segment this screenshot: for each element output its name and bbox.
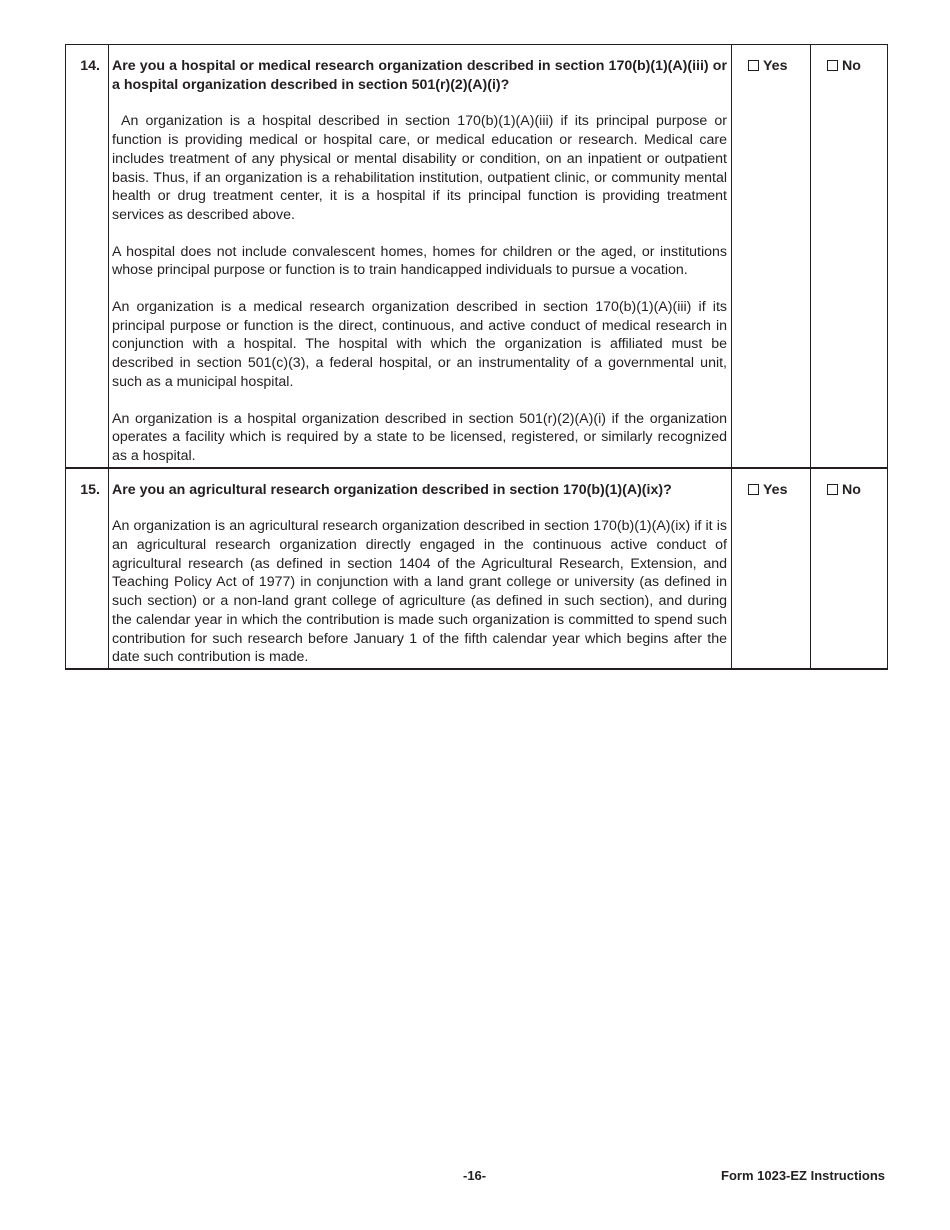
no-label: No <box>842 58 861 74</box>
yes-checkbox[interactable] <box>748 60 759 71</box>
no-option-cell <box>811 45 888 468</box>
yes-option[interactable] <box>732 469 810 500</box>
questions-table <box>65 44 888 670</box>
question-text: Are you a hospital or medical research organization described in section 170(b)(1)(A)(iii) or a hospital organization described in section 501(r)(2)(A)(i)? <box>112 58 727 93</box>
explanation-paragraph: An organization is a hospital organization described in section 501(r)(2)(A)(i) if the organization operates a facility which is required by a state to be licensed, registered, or similarly recognized as a hospital. <box>112 410 727 464</box>
yes-option-cell <box>732 45 811 468</box>
explanation-paragraph: A hospital does not include convalescent homes, homes for children or the aged, or institutions whose principal purpose or function is to train handicapped individuals to pursue a vocation. <box>112 243 727 279</box>
question-body-cell <box>109 45 732 468</box>
yes-label: Yes <box>763 481 788 498</box>
no-option[interactable] <box>811 469 887 500</box>
page-number: -16- <box>463 1168 487 1183</box>
yes-checkbox[interactable] <box>748 484 759 495</box>
explanation-paragraph: An organization is a medical research organization described in section 170(b)(1)(A)(iii) if its principal purpose or function is the direct, continuous, and active conduct of medical research in conjunction with a hospital. The hospital with which the organization is affiliated must be described in section 501(c)(3), a federal hospital, or an instrumentality of a governmental unit, such as a municipal hospital. <box>112 299 727 390</box>
no-option[interactable] <box>811 45 887 76</box>
no-checkbox[interactable] <box>827 484 838 495</box>
question-number: 15. <box>80 481 100 498</box>
question-row-14 <box>66 45 888 468</box>
no-option-cell <box>811 468 888 669</box>
explanation-paragraph: An organization is an agricultural research organization described in section 170(b)(1)(A)(ix) if it is an agricultural research organization directly engaged in the continuous active conduct of agricultural research (as defined in section 1404 of the Agricultural Research, Extension, and Teaching Policy Act of 1977) in conjunction with a land grant college or university (as defined in such section) or a non-land grant college of agriculture (as defined in such section), and during the calendar year in which the contribution is made such organization is committed to spend such contribution for such research before January 1 of the fifth calendar year which begins after the date such contribution is made. <box>112 518 727 666</box>
explanation-paragraph: An organization is a hospital described in section 170(b)(1)(A)(iii) if its principal purpose or function is providing medical or hospital care, or medical education or research. Medical care includes treatment of any physical or mental disability or condition, on an inpatient or outpatient basis. Thus, if an organization is a rehabilitation institution, outpatient clinic, or community mental health or drug treatment center, it is a hospital if its principal function is providing treatment services as described above. <box>112 113 727 223</box>
question-number-cell <box>66 45 109 468</box>
question-text: Are you an agricultural research organization described in section 170(b)(1)(A)(ix)? <box>112 481 672 498</box>
no-checkbox[interactable] <box>827 60 838 71</box>
question-row-15 <box>66 468 888 669</box>
yes-label: Yes <box>763 58 788 74</box>
form-name: Form 1023-EZ Instructions <box>721 1168 885 1183</box>
question-body-cell <box>109 468 732 669</box>
question-number-cell <box>66 468 109 669</box>
yes-option-cell <box>732 468 811 669</box>
yes-option[interactable] <box>732 45 810 76</box>
no-label: No <box>842 481 861 498</box>
question-number: 14. <box>80 58 100 74</box>
